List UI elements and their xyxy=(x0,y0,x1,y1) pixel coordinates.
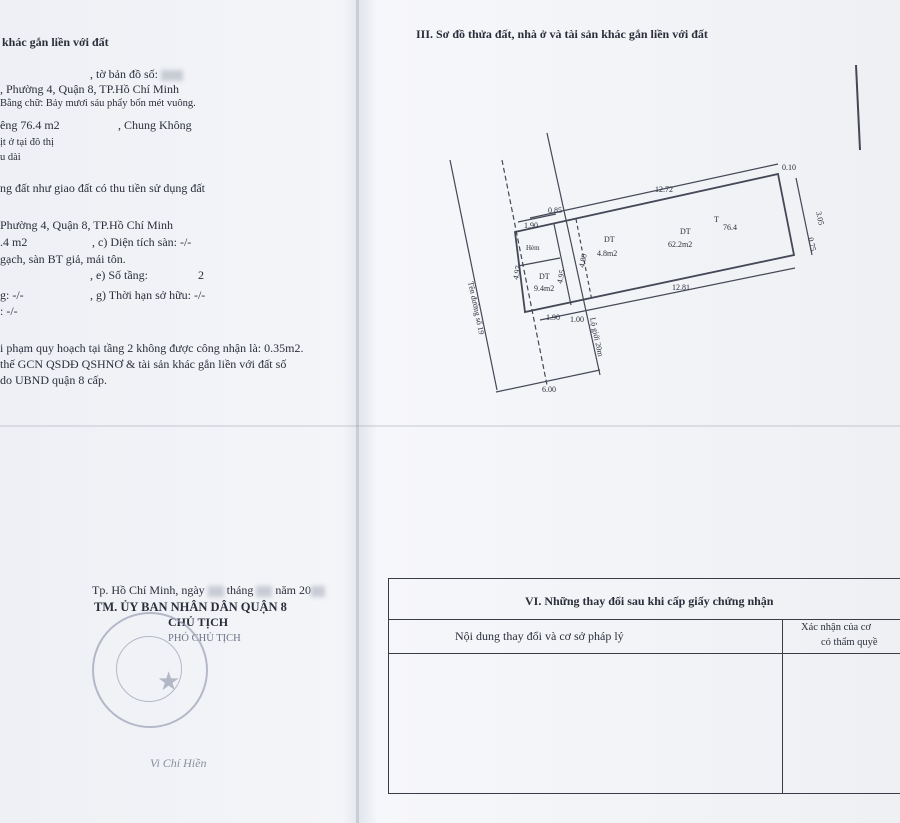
column-header-content: Nội dung thay đổi và cơ sở pháp lý xyxy=(455,629,624,643)
room-divider xyxy=(518,258,560,266)
label-6-00: 6.00 xyxy=(542,385,556,394)
right-section-header: III. Sơ đồ thửa đất, nhà ở và tài sản khác gắn liền với đất xyxy=(416,27,708,41)
private-area: êng 76.4 m2 xyxy=(0,118,60,132)
label-dt3: DT xyxy=(539,272,550,281)
star-icon: ★ xyxy=(157,667,181,696)
label-12-72: 12.72 xyxy=(655,185,673,194)
land-use-term: u dài xyxy=(0,152,21,163)
label-t: T xyxy=(714,215,719,224)
label-dt1: DT xyxy=(604,235,615,244)
shared-area: , Chung Không xyxy=(118,118,192,132)
label-1-90b: 1.90 xyxy=(546,313,560,322)
label-4-97: 4.97 xyxy=(511,264,523,281)
floor-count-label: , e) Số tầng: xyxy=(90,268,148,282)
label-3-05: 3.05 xyxy=(814,210,826,227)
sign-place-date: Tp. Hồ Chí Minh, ngày xyxy=(92,583,205,597)
map-sheet-line: , tờ bản đồ số: xyxy=(90,67,159,81)
structure: gạch, sàn BT giả, mái tôn. xyxy=(0,252,126,266)
sign-title: CHỦ TỊCH xyxy=(168,615,229,629)
label-1-00: 1.00 xyxy=(570,315,584,324)
note-line-2: thế GCN QSDĐ QSHNƠ & tài sản khác gắn liền với đất số xyxy=(0,357,287,371)
signer-name: Vi Chí Hiền xyxy=(150,756,207,770)
label-road-name: Tên đường số 19 xyxy=(466,280,487,336)
address-line: , Phường 4, Quận 8, TP.Hồ Chí Minh xyxy=(0,82,179,96)
wall-line-1 xyxy=(554,224,571,305)
label-hem: Hẻm xyxy=(526,244,540,252)
label-dt1-value: 4.8m2 xyxy=(597,249,618,258)
sign-organization: TM. ỦY BAN NHÂN DÂN QUẬN 8 xyxy=(94,600,287,614)
sign-month: tháng xyxy=(226,583,254,597)
label-1-90a: 1.90 xyxy=(524,221,538,230)
label-12-81: 12.81 xyxy=(672,283,690,292)
ownership-form: g: -/- xyxy=(0,288,24,302)
land-use-purpose: ịt ở tại đô thị xyxy=(0,137,54,148)
construction-area: .4 m2 xyxy=(0,235,28,249)
column-header-confirm-1: Xác nhận của cơ xyxy=(801,622,871,633)
label-dt2-value: 62.2m2 xyxy=(668,240,693,249)
left-section-header: khác gắn liền với đất xyxy=(2,35,109,49)
label-dt3-value: 9.4m2 xyxy=(534,284,555,293)
sign-year: năm 20 xyxy=(275,583,312,597)
label-road-width: Lộ giới 20m xyxy=(588,316,606,358)
column-divider xyxy=(782,619,783,793)
sign-subtitle: PHÓ CHỦ TỊCH xyxy=(168,633,241,644)
table-header-row xyxy=(389,619,900,654)
label-0-75: 0.75 xyxy=(806,236,818,253)
label-t-value: 76.4 xyxy=(723,223,737,232)
label-0-10: 0.10 xyxy=(782,163,796,172)
changes-table xyxy=(388,578,900,794)
label-dt2: DT xyxy=(680,227,691,236)
table-title-row xyxy=(389,579,900,620)
lot-outline xyxy=(515,174,794,312)
label-0-85: 0.85 xyxy=(548,206,562,215)
label-4-80: 4.80 xyxy=(577,252,589,269)
house-address: Phường 4, Quận 8, TP.Hồ Chí Minh xyxy=(0,218,173,232)
land-use-origin: ng đất như giao đất có thu tiền sử dụng đất xyxy=(0,181,205,195)
road-line-left xyxy=(450,160,497,390)
floor-count-value: 2 xyxy=(198,268,204,282)
table-title: VI. Những thay đổi sau khi cấp giấy chứng nhận xyxy=(525,594,774,608)
dim-top xyxy=(530,164,778,218)
note-line-3: do UBND quận 8 cấp. xyxy=(0,373,107,387)
label-4-95: 4.95 xyxy=(555,268,567,285)
column-header-confirm-2: có thẩm quyề xyxy=(821,637,878,648)
floor-area: , c) Diện tích sàn: -/- xyxy=(92,235,192,249)
other-assets: : -/- xyxy=(0,304,18,318)
road-line-right xyxy=(547,133,600,375)
ownership-term: , g) Thời hạn sở hữu: -/- xyxy=(90,288,206,302)
north-arrow xyxy=(856,65,860,150)
note-line-1: i phạm quy hoạch tại tầng 2 không được công nhận là: 0.35m2. xyxy=(0,341,304,355)
area-in-words: Bằng chữ: Bảy mươi sáu phẩy bốn mét vuông. xyxy=(0,98,196,109)
